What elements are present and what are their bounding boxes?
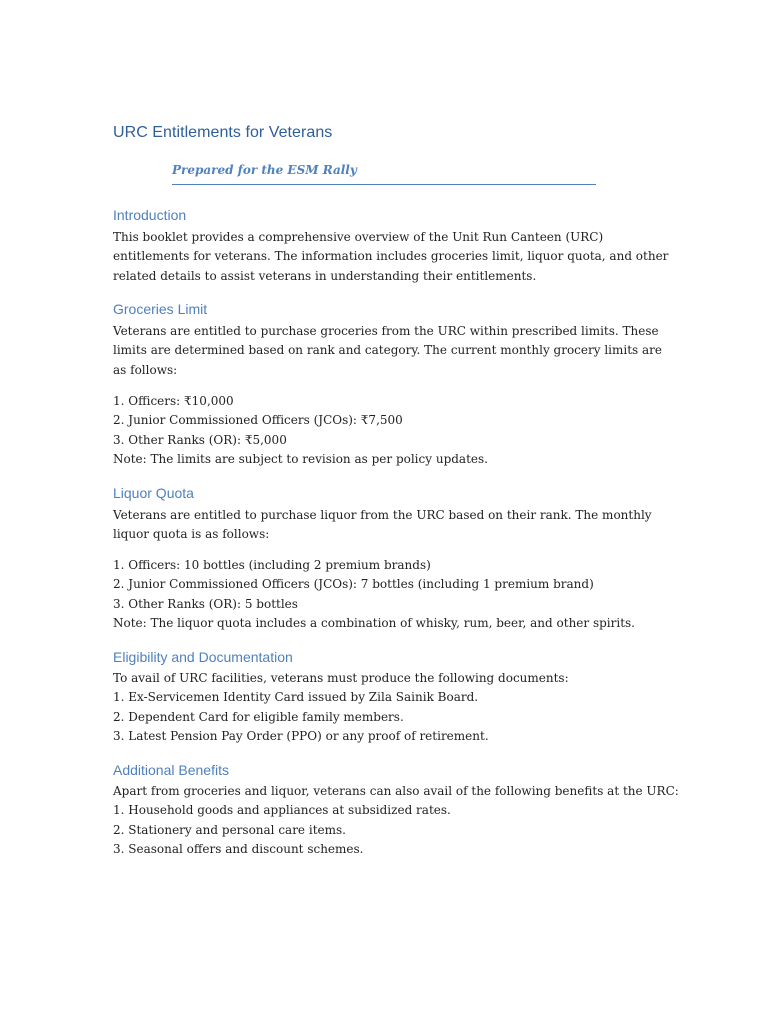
list-item: 3. Latest Pension Pay Order (PPO) or any proof of retirement. <box>113 729 489 744</box>
document-subtitle: Prepared for the ESM Rally <box>172 163 357 177</box>
list-item: 1. Officers: 10 bottles (including 2 premium brands) <box>113 558 431 572</box>
list-item: 2. Junior Commissioned Officers (JCOs): 7 bottles (including 1 premium brand) <box>113 577 594 592</box>
liquor-heading: Liquor Quota <box>113 485 194 501</box>
benefits-list <box>113 782 679 860</box>
groceries-list <box>113 392 673 470</box>
list-item: 2. Stationery and personal care items. <box>113 822 346 837</box>
list-item: 2. Dependent Card for eligible family members. <box>113 709 404 724</box>
liquor-text: Veterans are entitled to purchase liquor from the URC based on their rank. The monthly liquor quota is as follows: <box>113 508 652 542</box>
list-item: 1. Ex-Servicemen Identity Card issued by Zila Sainik Board. <box>113 690 479 705</box>
list-item: 3. Other Ranks (OR): ₹5,000 <box>113 432 287 447</box>
groceries-heading: Groceries Limit <box>113 301 208 317</box>
introduction-text: This booklet provides a comprehensive overview of the Unit Run Canteen (URC) entitlements for veterans. The information includes groceries limit, liquor quota, and other related details to assist veterans in understanding their entitlements. <box>113 230 669 283</box>
list-note: Note: The limits are subject to revision as per policy updates. <box>113 452 488 467</box>
list-item: 3. Seasonal offers and discount schemes. <box>113 842 364 857</box>
eligibility-list <box>113 669 673 747</box>
subtitle-block <box>172 162 596 185</box>
list-intro: Apart from groceries and liquor, veterans can also avail of the following benefits at the URC: <box>113 784 679 798</box>
liquor-list <box>113 556 673 634</box>
introduction-heading: Introduction <box>113 207 187 223</box>
list-note: Note: The liquor quota includes a combination of whisky, rum, beer, and other spirits. <box>113 616 635 631</box>
list-item: 3. Other Ranks (OR): 5 bottles <box>113 596 298 611</box>
groceries-text: Veterans are entitled to purchase groceries from the URC within prescribed limits. These limits are determined based on rank and category. The current monthly grocery limits are as follows: <box>113 324 663 377</box>
document-title: URC Entitlements for Veterans <box>113 124 333 141</box>
list-item: 1. Officers: ₹10,000 <box>113 394 234 408</box>
eligibility-heading: Eligibility and Documentation <box>113 649 293 665</box>
list-item: 1. Household goods and appliances at subsidized rates. <box>113 803 451 818</box>
list-intro: To avail of URC facilities, veterans must produce the following documents: <box>113 671 569 685</box>
list-item: 2. Junior Commissioned Officers (JCOs): ₹7,500 <box>113 413 403 428</box>
benefits-heading: Additional Benefits <box>113 762 229 778</box>
